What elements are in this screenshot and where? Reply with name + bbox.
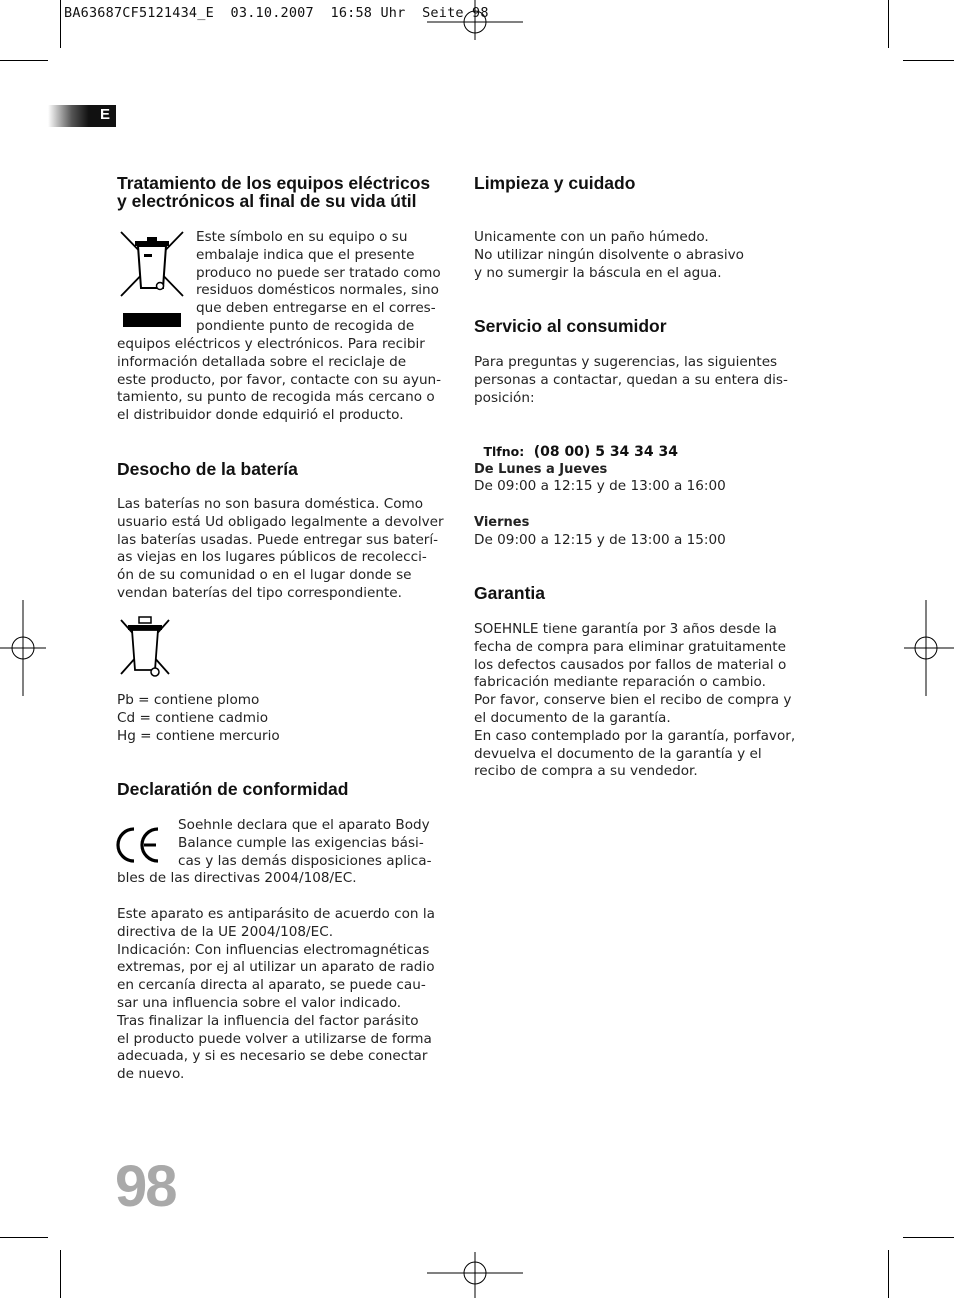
crop-mark: [60, 1250, 61, 1298]
warranty-title: Garantia: [474, 583, 545, 603]
crop-mark: [0, 60, 48, 61]
print-slug: BA63687CF5121434_E 03.10.2007 16:58 Uhr Seite 98: [64, 5, 489, 21]
conformity-text-beside: Soehnle declara que el aparato Body Balance cumple las exigencias bási- cas y las demás disposiciones aplica-: [178, 817, 432, 869]
weekdays-hours: De 09:00 a 12:15 y de 13:00 a 16:00: [474, 478, 726, 494]
crop-mark: [903, 1237, 954, 1238]
friday-hours: De 09:00 a 12:15 y de 13:00 a 15:00: [474, 532, 726, 548]
phone-label: Tlfno:: [483, 444, 525, 459]
ce-mark-icon: [114, 825, 162, 865]
cleaning-title: Limpieza y cuidado: [474, 173, 636, 193]
crossed-bin-icon: [118, 228, 186, 328]
weekdays-label: De Lunes a Jueves: [474, 462, 608, 477]
battery-chemicals: Pb = contiene plomo Cd = contiene cadmio Hg = contiene mercurio: [117, 692, 280, 744]
friday-label: Viernes: [474, 515, 530, 530]
warranty-text: SOEHNLE tiene garantía por 3 años desde la fecha de compra para eliminar gratuitamente los defectos causados por fallos de material o fabricación mediante reparación o cambio. Por favor, conserve bien el recibo de compra y el documento de la garantía. En caso contemplado por la garantía, porfavor, devuelva el documento de la garantía y el recibo de compra a su vendedor.: [474, 621, 796, 780]
language-tab: [48, 105, 116, 127]
crop-mark: [0, 1237, 48, 1238]
crop-mark: [903, 60, 954, 61]
crossed-battery-bin-icon: [117, 614, 173, 680]
conformity-title: Declaratión de conformidad: [117, 779, 349, 799]
registration-mark-icon: [904, 600, 954, 696]
weee-title-line2: y electrónicos al final de su vida útil: [117, 191, 417, 211]
crop-mark: [888, 1250, 889, 1298]
registration-mark-icon: [0, 600, 46, 696]
registration-mark-icon: [427, 1252, 523, 1298]
page-number: 98: [115, 1154, 176, 1219]
crop-mark: [888, 0, 889, 48]
weee-text-beside: Este símbolo en su equipo o su embalaje indica que el presente produco no puede ser tratado como residuos domésticos normales, sino que deben entregarse en el corres- pondiente punto de recogida de: [196, 229, 441, 334]
conformity-text-more: Este aparato es antiparásito de acuerdo con la directiva de la UE 2004/108/EC. Indicación: Con influencias electromagnéticas extremas, por ej al utilizar un aparato de radio en cercanía directa al aparato, se puede cau- sar una influencia sobre el valor indicado. Tras finalizar la influencia del factor parásito el producto puede volver a utilizarse de forma adecuada, y si es necesario se debe conectar de nuevo.: [117, 906, 435, 1083]
weee-text-below: equipos eléctricos y electrónicos. Para recibir información detallada sobre el reciclaje de este producto, por favor, contacte con su ayun- tamiento, su punto de recogida más cercano o el distribuidor donde edquirió el producto.: [117, 336, 442, 424]
service-title: Servicio al consumidor: [474, 316, 667, 336]
phone-number: (08 00) 5 34 34 34: [533, 444, 679, 460]
cleaning-text: Unicamente con un paño húmedo. No utilizar ningún disolvente o abrasivo y no sumergir la báscula en el agua.: [474, 229, 745, 281]
weee-title-line1: Tratamiento de los equipos eléctricos: [117, 173, 431, 193]
service-text: Para preguntas y sugerencias, las siguientes personas a contactar, quedan a su entera dis- posición:: [474, 354, 788, 406]
service-phone-row: [474, 425, 678, 461]
battery-title: Desocho de la batería: [117, 459, 298, 479]
language-tab-label: E: [99, 106, 110, 123]
battery-text: Las baterías no son basura doméstica. Como usuario está Ud obligado legalmente a devolver las baterías usadas. Puede entregar sus baterí- as viejas en los lugares públicos de recolecci- ón de su comunidad o en el lugar donde se vendan baterías del tipo correspondiente.: [117, 496, 444, 601]
crop-mark: [60, 0, 61, 48]
conformity-text-below: bles de las directivas 2004/108/EC.: [117, 870, 357, 886]
